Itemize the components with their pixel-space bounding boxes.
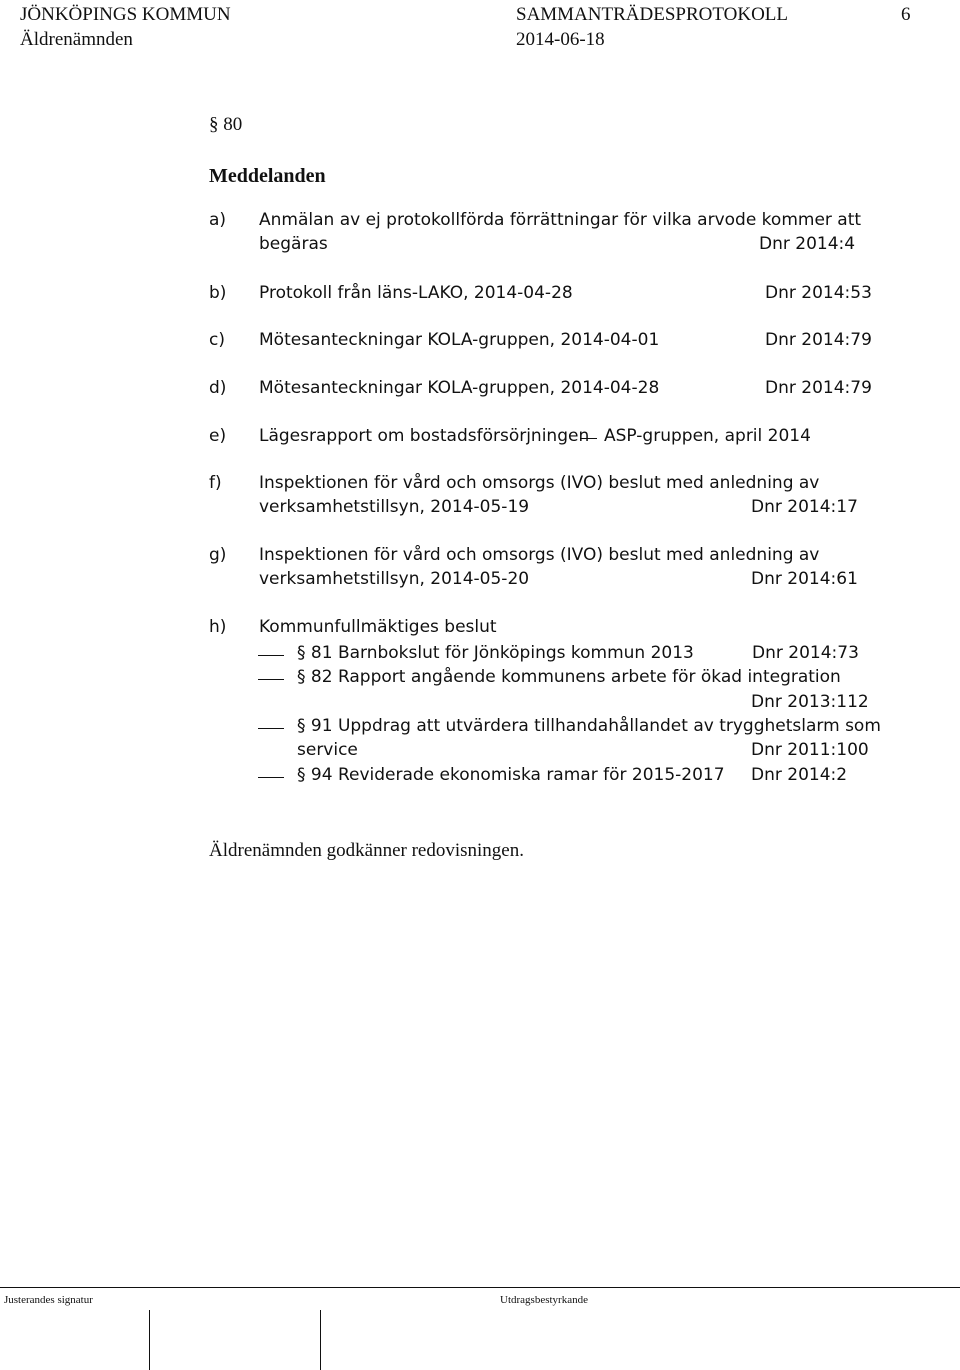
org-name: JÖNKÖPINGS KOMMUN bbox=[20, 4, 231, 25]
item-c-text: Mötesanteckningar KOLA-gruppen, 2014-04-01 bbox=[259, 330, 660, 350]
item-b-dnr: Dnr 2014:53 bbox=[765, 283, 872, 303]
item-letter: e) bbox=[209, 426, 227, 446]
paragraph-number: § 80 bbox=[209, 114, 243, 135]
sub-item-text: § 91 Uppdrag att utvärdera tillhandahållandet av trygghetslarm som bbox=[297, 716, 881, 736]
sub-item-dnr: Dnr 2011:100 bbox=[751, 740, 869, 760]
list-dash bbox=[258, 728, 284, 729]
signature-divider bbox=[149, 1310, 150, 1370]
meeting-date: 2014-06-18 bbox=[516, 29, 605, 50]
item-letter: b) bbox=[209, 283, 227, 303]
item-g-line2: verksamhetstillsyn, 2014-05-20 bbox=[259, 569, 530, 589]
footer-right-label: Utdragsbestyrkande bbox=[500, 1294, 588, 1306]
item-a-line2: begäras bbox=[259, 234, 328, 254]
doc-type: SAMMANTRÄDESPROTOKOLL bbox=[516, 4, 789, 25]
item-letter: h) bbox=[209, 617, 227, 637]
sub-item-dnr: Dnr 2013:112 bbox=[751, 692, 869, 712]
em-dash bbox=[580, 438, 597, 439]
page-number: 6 bbox=[901, 4, 911, 25]
committee-name: Äldrenämnden bbox=[20, 29, 133, 50]
item-e-text-before: Lägesrapport om bostadsförsörjningen bbox=[259, 426, 590, 446]
item-g-line1: Inspektionen för vård och omsorgs (IVO) beslut med anledning av bbox=[259, 545, 820, 565]
list-dash bbox=[258, 655, 284, 656]
item-h-text: Kommunfullmäktiges beslut bbox=[259, 617, 497, 637]
item-g-dnr: Dnr 2014:61 bbox=[751, 569, 858, 589]
item-f-line1: Inspektionen för vård och omsorgs (IVO) beslut med anledning av bbox=[259, 473, 820, 493]
signature-divider bbox=[320, 1310, 321, 1370]
item-d-dnr: Dnr 2014:79 bbox=[765, 378, 872, 398]
item-a-dnr: Dnr 2014:4 bbox=[759, 234, 856, 254]
sub-item-text: § 94 Reviderade ekonomiska ramar för 2015-2017 bbox=[297, 765, 725, 785]
item-c-dnr: Dnr 2014:79 bbox=[765, 330, 872, 350]
item-d-text: Mötesanteckningar KOLA-gruppen, 2014-04-28 bbox=[259, 378, 660, 398]
footer-rule bbox=[0, 1287, 960, 1288]
footer-left-label: Justerandes signatur bbox=[4, 1294, 93, 1306]
sub-item-text: § 82 Rapport angående kommunens arbete för ökad integration bbox=[297, 667, 841, 687]
decision-text: Äldrenämnden godkänner redovisningen. bbox=[209, 840, 524, 861]
item-letter: a) bbox=[209, 210, 227, 230]
item-letter: g) bbox=[209, 545, 227, 565]
sub-item-text-cont: service bbox=[297, 740, 358, 760]
sub-item-text: § 81 Barnbokslut för Jönköpings kommun 2013 bbox=[297, 643, 694, 663]
item-f-dnr: Dnr 2014:17 bbox=[751, 497, 858, 517]
item-f-line2: verksamhetstillsyn, 2014-05-19 bbox=[259, 497, 530, 517]
item-letter: f) bbox=[209, 473, 222, 493]
sub-item-dnr: Dnr 2014:2 bbox=[751, 765, 848, 785]
item-b-text: Protokoll från läns-LAKO, 2014-04-28 bbox=[259, 283, 573, 303]
item-e-text-after: ASP-gruppen, april 2014 bbox=[604, 426, 811, 446]
item-a-line1: Anmälan av ej protokollförda förrättningar för vilka arvode kommer att bbox=[259, 210, 862, 230]
list-dash bbox=[258, 679, 284, 680]
section-title: Meddelanden bbox=[209, 165, 326, 187]
item-letter: d) bbox=[209, 378, 227, 398]
item-letter: c) bbox=[209, 330, 225, 350]
list-dash bbox=[258, 777, 284, 778]
sub-item-dnr: Dnr 2014:73 bbox=[752, 643, 859, 663]
